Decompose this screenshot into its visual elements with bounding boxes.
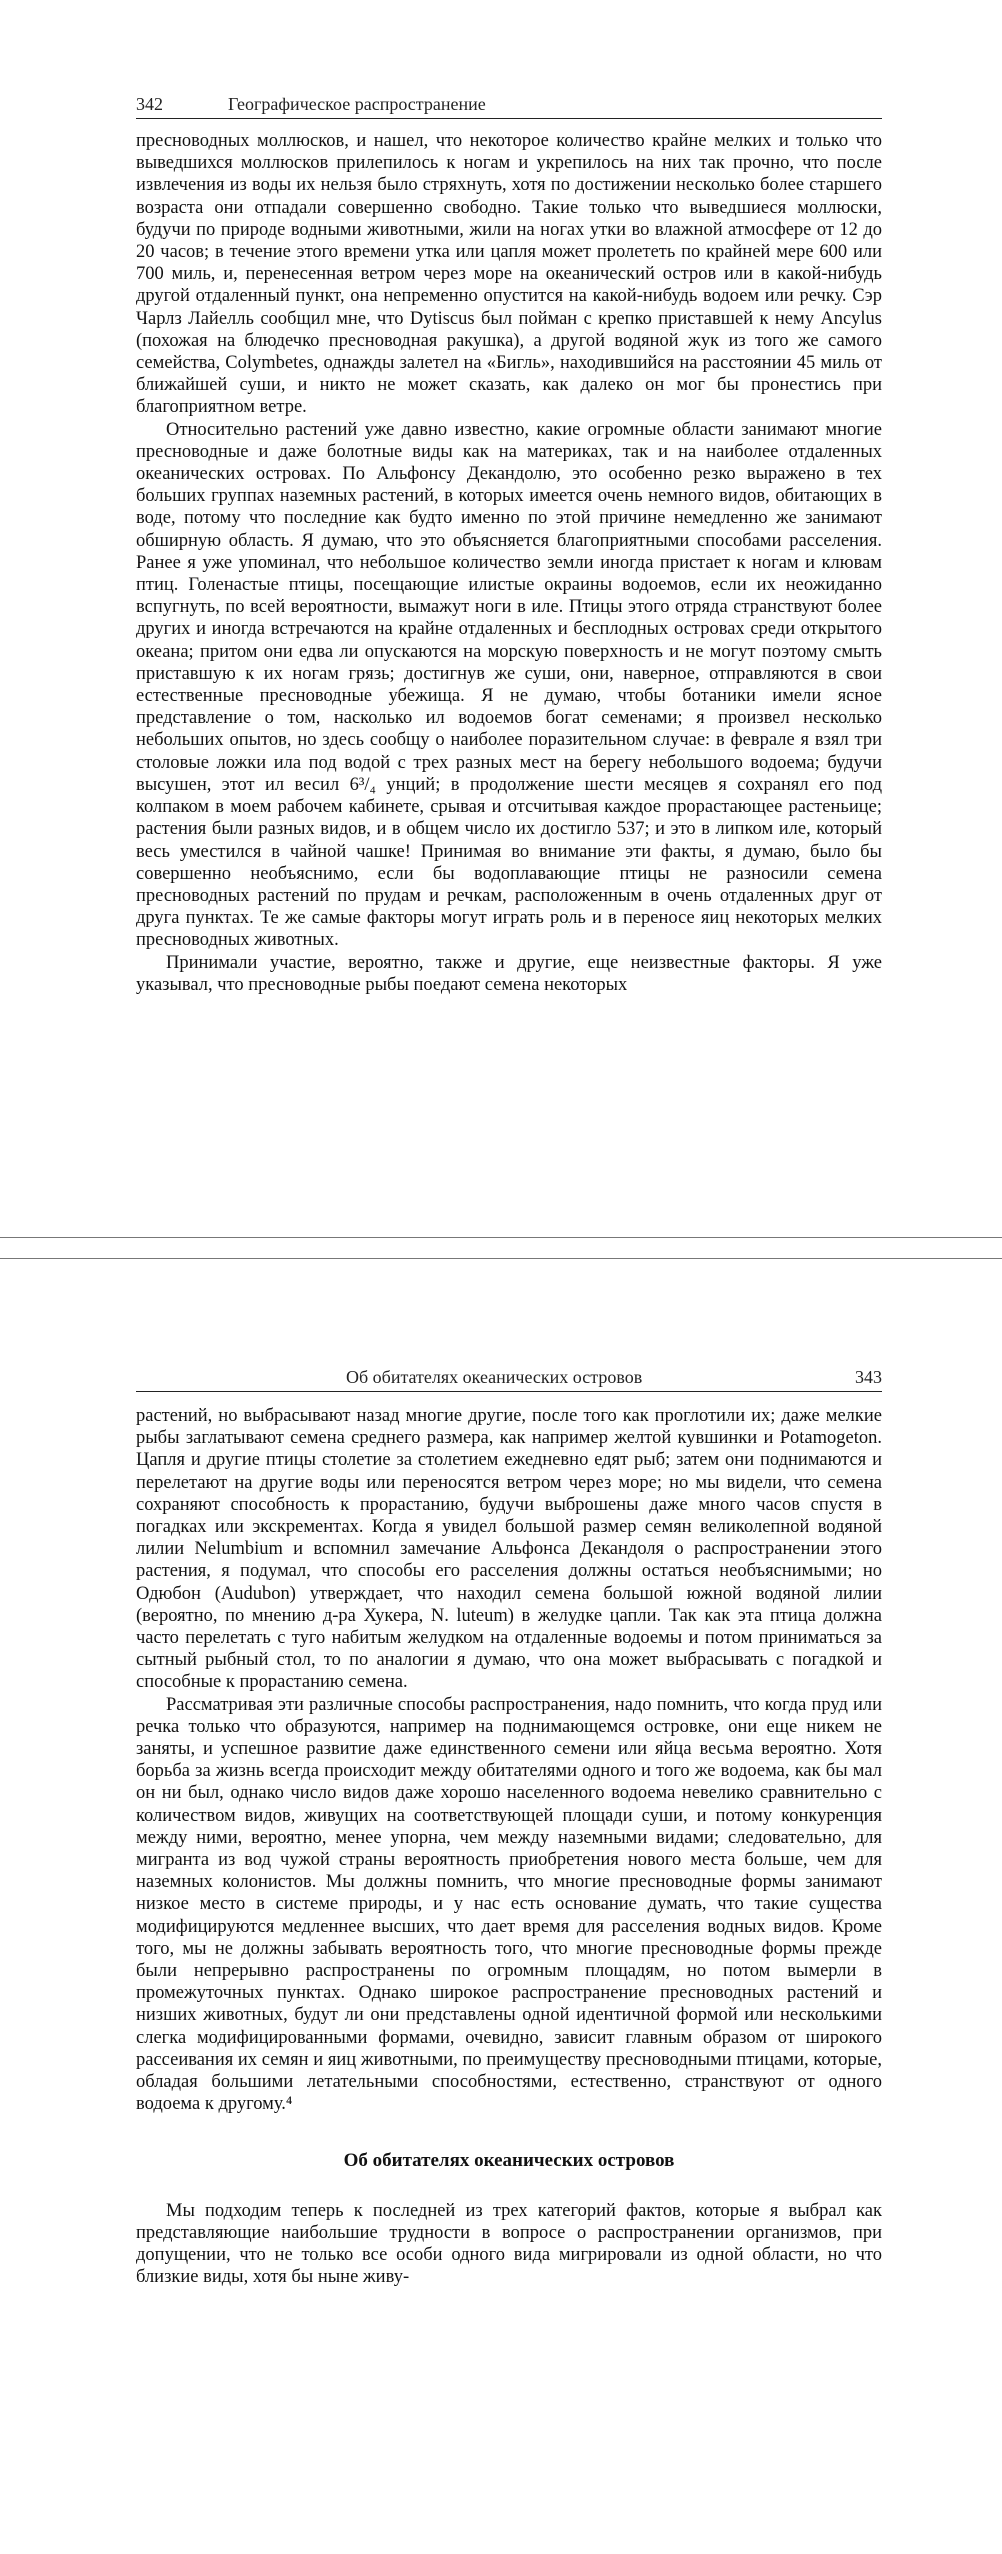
- book-page-343: [0, 1258, 1002, 2554]
- page-number: 343: [855, 1367, 882, 1387]
- section-heading: Об обитателях океанических островов: [343, 2149, 675, 2171]
- body-text: [136, 130, 882, 996]
- paragraph: растений, но выбрасывают назад многие другие, после того как проглотили их; даже мелкие рыбы заглатывают семена среднего размера, как например желтой кувшинки и Potamogeton. Цапля и другие птицы столетие за столетием ежедневно едят рыб; затем они поднимаются и перелетают на другие воды или переносятся ветром через море; но мы видели, что семена сохраняют способность к прорастанию, будучи выброшены даже много часов спустя в погадках или экскрементах. Когда я увидел большой размер семян великолепной водяной лилии Nelumbium и вспомнил замечание Альфонса Декандоля о распространении этого растения, я подумал, что способы его расселения должны остаться необъяснимыми; но Одюбон (Audubon) утверждает, что находил семена большой южной водяной лилии (вероятно, по мнению д-ра Хукера, N. luteum) в желудке цапли. Так как эта птица должна часто перелетать с туго набитым желудком на отдаленные водоемы и потом приниматься за сытный рыбный стол, то по аналогии я думаю, что она может выбрасывать с погадкой и способные к прорастанию семена.: [136, 1406, 882, 1693]
- page-number: 342: [136, 94, 163, 114]
- paragraph: Рассматривая эти различные способы распространения, надо помнить, что когда пруд или речка только что образуются, например на поднимающемся островке, они еще никем не заняты, и успешное развитие даже единственного семени или яйца весьма вероятно. Хотя борьба за жизнь всегда происходит между обитателями одного и того же водоема, как бы мал он ни был, однако число видов даже хорошо населенного водоема невелико сравнительно с количеством видов, живущих на соответствующей площади суши, и потому конкуренция между ними, вероятно, менее упорна, чем между наземными видами; следовательно, для мигранта из вод чужой страны вероятность приобретения нового места больше, чем для наземных колонистов. Мы должны помнить, что многие пресноводные формы занимают низкое место в системе природы, и у нас есть основание думать, что такие существа модифицируются медленнее высших, что дает время для расселения водных видов. Кроме того, мы не должны забывать вероятность того, что многие пресноводные формы прежде были непрерывно распространены по огромным площадям, но потом вымерли в промежуточных пунктах. Однако широкое распространение пресноводных растений и низших животных, будут ли они представлены одной идентичной формой или несколькими слегка модифицированными формами, очевидно, зависит главным образом от широкого рассеивания их семян и яиц животными, по преимуществу пресноводными птицами, которые, обладая большими летательными способностями, естественно, странствуют от одного водоема к другому.⁴: [136, 1694, 882, 2115]
- paragraph: Принимали участие, вероятно, также и другие, еще неизвестные факторы. Я уже указывал, что пресноводные рыбы поедают семена некоторых: [136, 952, 882, 995]
- body-text: [136, 1405, 882, 2289]
- paragraph: Мы подходим теперь к последней из трех категорий фактов, которые я выбрал как представляющие наибольшие трудности в вопросе о распространении организмов, при допущении, что не только все особи одного вида мигрировали из одной области, но что близкие виды, хотя бы ныне живу-: [136, 2200, 882, 2288]
- running-header: [136, 1365, 882, 1392]
- running-header: [136, 92, 882, 119]
- paragraph: пресноводных моллюсков, и нашел, что некоторое количество крайне мелких и только что выведшихся моллюсков прилепилось к ногам и укрепилось на них так прочно, что после извлечения из воды их нельзя было стряхнуть, хотя по достижении несколько более старшего возраста они отпадали совершенно свободно. Такие только что выведшиеся моллюски, будучи по природе водными животными, жили на ногах утки во влажной атмосфере от 12 до 20 часов; в течение этого времени утка или цапля может пролететь по крайней мере 600 или 700 миль, и, перенесенная ветром через море на океанический остров или в какой-нибудь другой отдаленный пункт, она непременно опустится на какой-нибудь водоем или речку. Сэр Чарлз Лайелль сообщил мне, что Dytiscus был пойман с крепко приставшей к нему Ancylus (похожая на блюдечко пресноводная ракушка), а другой водяной жук из того же самого семейства, Colymbetes, однажды залетел на «Бигль», находившийся на расстоянии 45 миль от ближайшей суши, и никто не может сказать, как далеко он мог бы пронестись при благоприятном ветре.: [136, 131, 882, 418]
- running-head-title: Географическое распространение: [228, 94, 486, 114]
- running-head-title: Об обитателях океанических островов: [346, 1367, 643, 1387]
- book-page-342: [0, 0, 1002, 1238]
- paragraph: Относительно растений уже давно известно, какие огромные области занимают многие пресноводные и даже болотные виды как на материках, так и на наиболее отдаленных океанических островах. По Альфонсу Декандолю, это особенно резко выражено в тех больших группах наземных растений, в которых имеется очень немного видов, обитающих в воде, потому что последние как будто именно по этой причине немедленно же занимают обширную область. Я думаю, что это объясняется благоприятными способами расселения. Ранее я уже упоминал, что небольшое количество земли иногда пристает к ногам и клювам птиц. Голенастые птицы, посещающие илистые окраины водоемов, если их неожиданно вспугнуть, по всей вероятности, вымажут ноги в иле. Птицы этого отряда странствуют более других и иногда встречаются на крайне отдаленных и бесплодных островах среди открытого океана; притом они едва ли опускаются на морскую поверхность и не могут поэтому смыть приставшую к их ногам грязь; достигнув же суши, они, наверное, отправляются в свои естественные пресноводные убежища. Я не думаю, чтобы ботаники имели ясное представление о том, насколько ил водоемов богат семенами; я произвел несколько небольших опытов, но здесь сообщу о наиболее поразительном случае: в феврале я взял три столовые ложки ила под водой с трех разных мест на берегу небольшого водоема; будучи высушен, этот ил весил 6³/₄ унций; в продолжение шести месяцев я сохранял его под колпаком в моем рабочем кабинете, срывая и отсчитывая каждое прорастающее растеньице; растения были разных видов, и в общем число их достигло 537; и это в липком иле, который весь уместился в чайной чашке! Принимая во внимание эти факты, я думаю, было бы совершенно необъяснимо, если бы водоплавающие птицы не разносили семена пресноводных растений по прудам и речкам, расположенным в очень отдаленных друг от друга пунктах. Те же самые факторы могут играть роль и в переносе яиц некоторых мелких пресноводных животных.: [136, 419, 882, 951]
- page-gap: [0, 1238, 1002, 1258]
